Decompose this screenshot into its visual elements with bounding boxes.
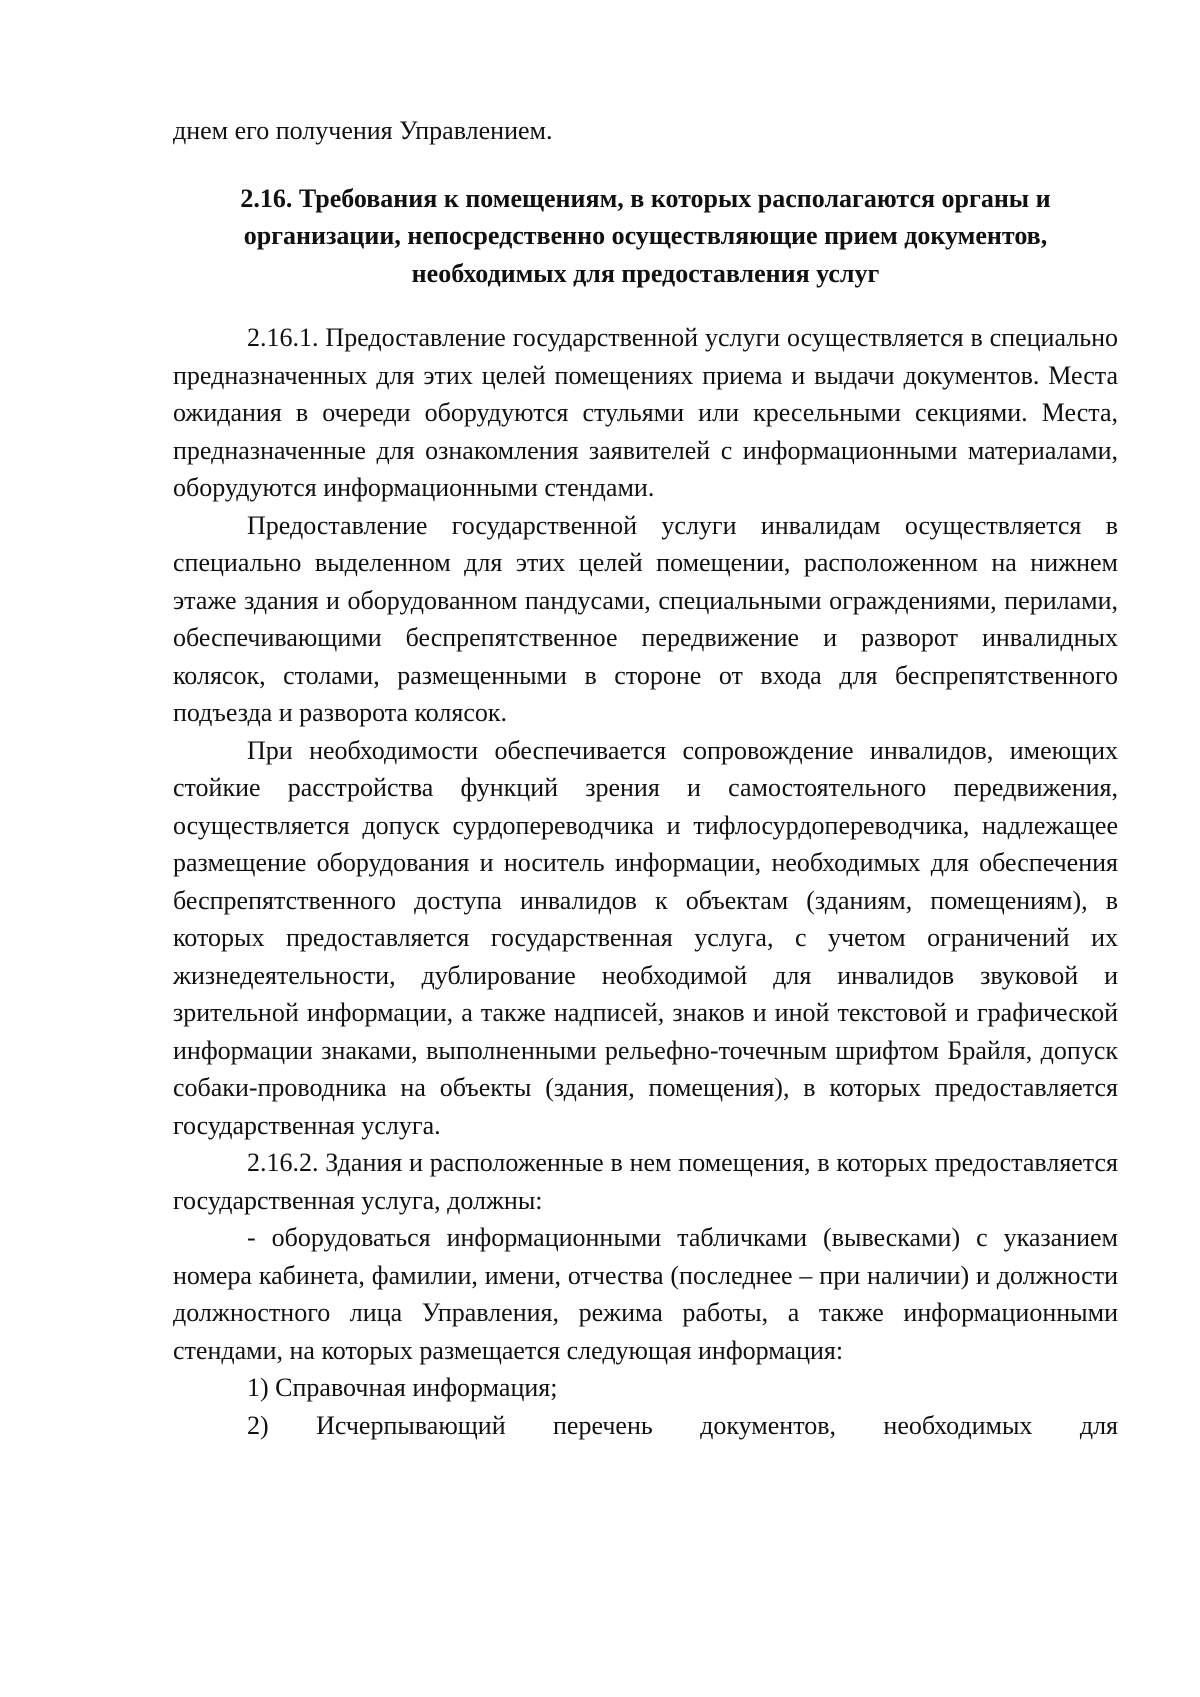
paragraph-signage: - оборудоваться информационными табличками (вывесками) с указанием номера кабинета, фамилии, имени, отчества (последнее – при наличии) и должности должностного лица Управления, режима работы, а также информационными стендами, на которых размещается следующая информация: (173, 1223, 1118, 1365)
paragraph-2-16-2: 2.16.2. Здания и расположенные в нем помещения, в которых предоставляется государственная услуга, должны: (173, 1148, 1118, 1215)
heading-line: 2.16. Требования к помещениям, в которых располагаются органы и (240, 183, 1051, 213)
list-item-1: 1) Справочная информация; (247, 1373, 558, 1402)
paragraph-escort: При необходимости обеспечивается сопровождение инвалидов, имеющих стойкие расстройства функций зрения и самостоятельного передвижения, осуществляется допуск сурдопереводчика и тифлосурдопереводчика, надлежащее размещение оборудования и носитель информации, необходимых для обеспечения беспрепятственного доступа инвалидов к объектам (зданиям, помещениям), в которых предоставляется государственная услуга, с учетом ограничений их жизнедеятельности, дублирование необходимой для инвалидов звуковой и зрительной информации, а также надписей, знаков и иной текстовой и графической информации знаками, выполненными рельефно-точечным шрифтом Брайля, допуск собаки-проводника на объекты (здания, помещения), в которых предоставляется государственная услуга. (173, 735, 1118, 1140)
heading-line: организации, непосредственно осуществляющие прием документов, (243, 221, 1048, 250)
paragraph-2-16-1: 2.16.1. Предоставление государственной услуги осуществляется в специально предназначенных для этих целей помещениях приема и выдачи документов. Места ожидания в очереди оборудуются стульями или кресельными секциями. Места, предназначенные для ознакомления заявителей с информационными материалами, оборудуются информационными стендами. (173, 323, 1118, 502)
document-page (173, 112, 1118, 1444)
list-item-2: 2) Исчерпывающий перечень документов, необходимых для (247, 1410, 1118, 1440)
continuation-line: днем его получения Управлением. (173, 116, 553, 145)
heading-line: необходимых для предоставления услуг (411, 258, 880, 288)
section-heading (173, 180, 1118, 293)
paragraph-disabled-access: Предоставление государственной услуги инвалидам осуществляется в специально выделенном для этих целей помещении, расположенном на нижнем этаже здания и оборудованном пандусами, специальными ограждениями, перилами, обеспечивающими беспрепятственное передвижение и разворот инвалидных колясок, столами, размещенными в стороне от входа для беспрепятственного подъезда и разворота колясок. (173, 510, 1118, 727)
